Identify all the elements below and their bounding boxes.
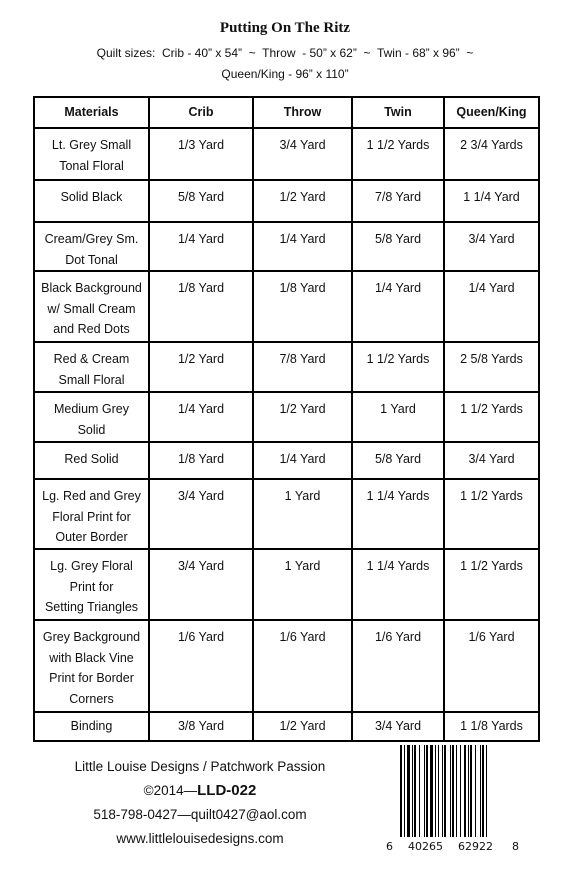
copyright-text: ©2014— <box>143 783 198 798</box>
table-row <box>34 392 539 442</box>
table-row <box>34 128 539 180</box>
material-cell <box>34 271 149 342</box>
queen-king-cell: 1 1/2 Yards <box>444 479 539 549</box>
material-name-line: Medium Grey <box>53 402 130 416</box>
material-name-line: Floral Print for <box>52 509 131 524</box>
queen-king-cell: 3/4 Yard <box>444 442 539 479</box>
crib-cell: 1/4 Yard <box>149 222 253 271</box>
material-cell <box>34 342 149 392</box>
crib-cell: 3/8 Yard <box>149 712 253 741</box>
header-materials: Materials <box>34 97 149 128</box>
copyright-line <box>40 779 360 803</box>
throw-cell: 1/2 Yard <box>253 180 352 222</box>
barcode-bar <box>464 745 466 837</box>
barcode-bar <box>430 745 433 837</box>
header-queen-king: Queen/King <box>444 97 539 128</box>
material-name-line: Lg. Red and Grey <box>42 489 141 503</box>
barcode <box>386 745 520 857</box>
crib-cell: 5/8 Yard <box>149 180 253 222</box>
barcode-bar <box>419 745 420 837</box>
pattern-code: LLD-022 <box>197 782 257 799</box>
table-row <box>34 712 539 741</box>
barcode-bar <box>412 745 413 837</box>
throw-cell: 1/4 Yard <box>253 442 352 479</box>
twin-cell: 7/8 Yard <box>352 180 444 222</box>
twin-cell: 1 1/2 Yards <box>352 342 444 392</box>
barcode-digits-right: 62922 <box>458 840 493 853</box>
material-name-line: Corners <box>69 691 114 706</box>
twin-cell: 3/4 Yard <box>352 712 444 741</box>
material-name-line: Cream/Grey Sm. <box>44 232 139 246</box>
material-name-line: Grey Background <box>42 630 141 644</box>
material-name-line: Solid <box>77 422 106 437</box>
barcode-bar <box>468 745 469 837</box>
queen-king-cell: 1 1/2 Yards <box>444 549 539 620</box>
twin-cell: 1/6 Yard <box>352 620 444 712</box>
table-header-row <box>34 97 539 128</box>
table-row <box>34 442 539 479</box>
throw-cell: 7/8 Yard <box>253 342 352 392</box>
material-name-line: Red & Cream <box>53 352 130 366</box>
website-link: www.littlelouisedesigns.com <box>116 831 284 846</box>
twin-cell: 5/8 Yard <box>352 222 444 271</box>
queen-king-cell: 1 1/2 Yards <box>444 392 539 442</box>
barcode-bar <box>460 745 461 837</box>
table-row <box>34 549 539 620</box>
material-name-line: Setting Triangles <box>44 600 139 614</box>
throw-cell: 1/2 Yard <box>253 392 352 442</box>
quilt-sizes-line-2: Queen/King - 96” x 110” <box>221 67 349 81</box>
material-name-line: Lg. Grey Floral <box>50 559 133 573</box>
barcode-bar <box>450 745 451 837</box>
quilt-sizes-line-1: Quilt sizes: Crib - 40” x 54” ~ Throw - 50” x 62” ~ Twin - 68” x 96” ~ <box>96 46 474 60</box>
barcode-digits-left: 40265 <box>408 840 443 853</box>
material-name-line: Print for <box>69 579 114 594</box>
queen-king-cell: 3/4 Yard <box>444 222 539 271</box>
material-name-line: w/ Small Cream <box>47 301 136 316</box>
barcode-bar <box>456 745 457 837</box>
header-crib: Crib <box>149 97 253 128</box>
material-cell <box>34 479 149 549</box>
barcode-bar <box>482 745 484 837</box>
queen-king-cell: 1/4 Yard <box>444 271 539 342</box>
twin-cell: 1 Yard <box>352 392 444 442</box>
throw-cell: 3/4 Yard <box>253 128 352 180</box>
header-twin: Twin <box>352 97 444 128</box>
barcode-bar <box>442 745 443 837</box>
queen-king-cell: 2 3/4 Yards <box>444 128 539 180</box>
crib-cell: 3/4 Yard <box>149 549 253 620</box>
barcode-bars <box>400 745 508 837</box>
table-row <box>34 180 539 222</box>
twin-cell: 1 1/4 Yards <box>352 549 444 620</box>
table-row <box>34 479 539 549</box>
table-row <box>34 620 539 712</box>
crib-cell: 1/8 Yard <box>149 271 253 342</box>
throw-cell: 1/8 Yard <box>253 271 352 342</box>
throw-cell: 1 Yard <box>253 479 352 549</box>
crib-cell: 1/6 Yard <box>149 620 253 712</box>
barcode-bar <box>426 745 428 837</box>
material-name-line: with Black Vine <box>49 650 134 665</box>
throw-cell: 1/2 Yard <box>253 712 352 741</box>
barcode-bar <box>452 745 454 837</box>
queen-king-cell: 1 1/4 Yard <box>444 180 539 222</box>
material-name-line: Outer Border <box>55 530 128 544</box>
barcode-bar <box>435 745 436 837</box>
table-body <box>34 128 539 741</box>
material-cell <box>34 392 149 442</box>
throw-cell: 1 Yard <box>253 549 352 620</box>
barcode-bar <box>475 745 476 837</box>
table-row <box>34 271 539 342</box>
twin-cell: 1/4 Yard <box>352 271 444 342</box>
barcode-digit-check: 8 <box>512 840 519 853</box>
material-name-line: Lt. Grey Small <box>51 138 132 152</box>
table-row <box>34 342 539 392</box>
barcode-bar <box>470 745 472 837</box>
crib-cell: 1/8 Yard <box>149 442 253 479</box>
footer-info <box>40 755 360 851</box>
crib-cell: 1/2 Yard <box>149 342 253 392</box>
material-name-line: Black Background <box>41 281 142 295</box>
material-cell <box>34 620 149 712</box>
material-cell <box>34 128 149 180</box>
barcode-bar <box>424 745 425 837</box>
twin-cell: 1 1/4 Yards <box>352 479 444 549</box>
material-cell <box>34 180 149 222</box>
material-name-line: Tonal Floral <box>59 158 124 173</box>
barcode-bar <box>438 745 439 837</box>
barcode-bar <box>414 745 416 837</box>
table-row <box>34 222 539 271</box>
queen-king-cell: 1/6 Yard <box>444 620 539 712</box>
contact-line: 518-798-0427—quilt0427@aol.com <box>93 807 307 822</box>
materials-table <box>33 96 540 742</box>
barcode-digit-lead: 6 <box>386 840 393 853</box>
material-name-line: Print for Border <box>49 671 134 685</box>
material-name-line: Dot Tonal <box>65 252 118 267</box>
throw-cell: 1/4 Yard <box>253 222 352 271</box>
pattern-title: Putting On The Ritz <box>219 20 351 36</box>
crib-cell: 1/3 Yard <box>149 128 253 180</box>
barcode-bar <box>407 745 410 837</box>
barcode-bar <box>404 745 405 837</box>
material-cell <box>34 222 149 271</box>
quilt-sizes <box>0 43 570 85</box>
twin-cell: 5/8 Yard <box>352 442 444 479</box>
crib-cell: 1/4 Yard <box>149 392 253 442</box>
barcode-bar <box>400 745 402 837</box>
material-name-line: Binding <box>70 719 113 733</box>
barcode-bar <box>480 745 481 837</box>
barcode-bar <box>444 745 446 837</box>
material-cell <box>34 549 149 620</box>
material-cell <box>34 442 149 479</box>
material-cell <box>34 712 149 741</box>
header-throw: Throw <box>253 97 352 128</box>
material-name-line: and Red Dots <box>53 322 130 336</box>
company-name: Little Louise Designs / Patchwork Passion <box>74 759 326 774</box>
material-name-line: Solid Black <box>60 190 123 204</box>
material-name-line: Red Solid <box>64 452 119 466</box>
twin-cell: 1 1/2 Yards <box>352 128 444 180</box>
barcode-bar <box>486 745 487 837</box>
queen-king-cell: 2 5/8 Yards <box>444 342 539 392</box>
throw-cell: 1/6 Yard <box>253 620 352 712</box>
crib-cell: 3/4 Yard <box>149 479 253 549</box>
queen-king-cell: 1 1/8 Yards <box>444 712 539 741</box>
material-name-line: Small Floral <box>58 372 125 387</box>
